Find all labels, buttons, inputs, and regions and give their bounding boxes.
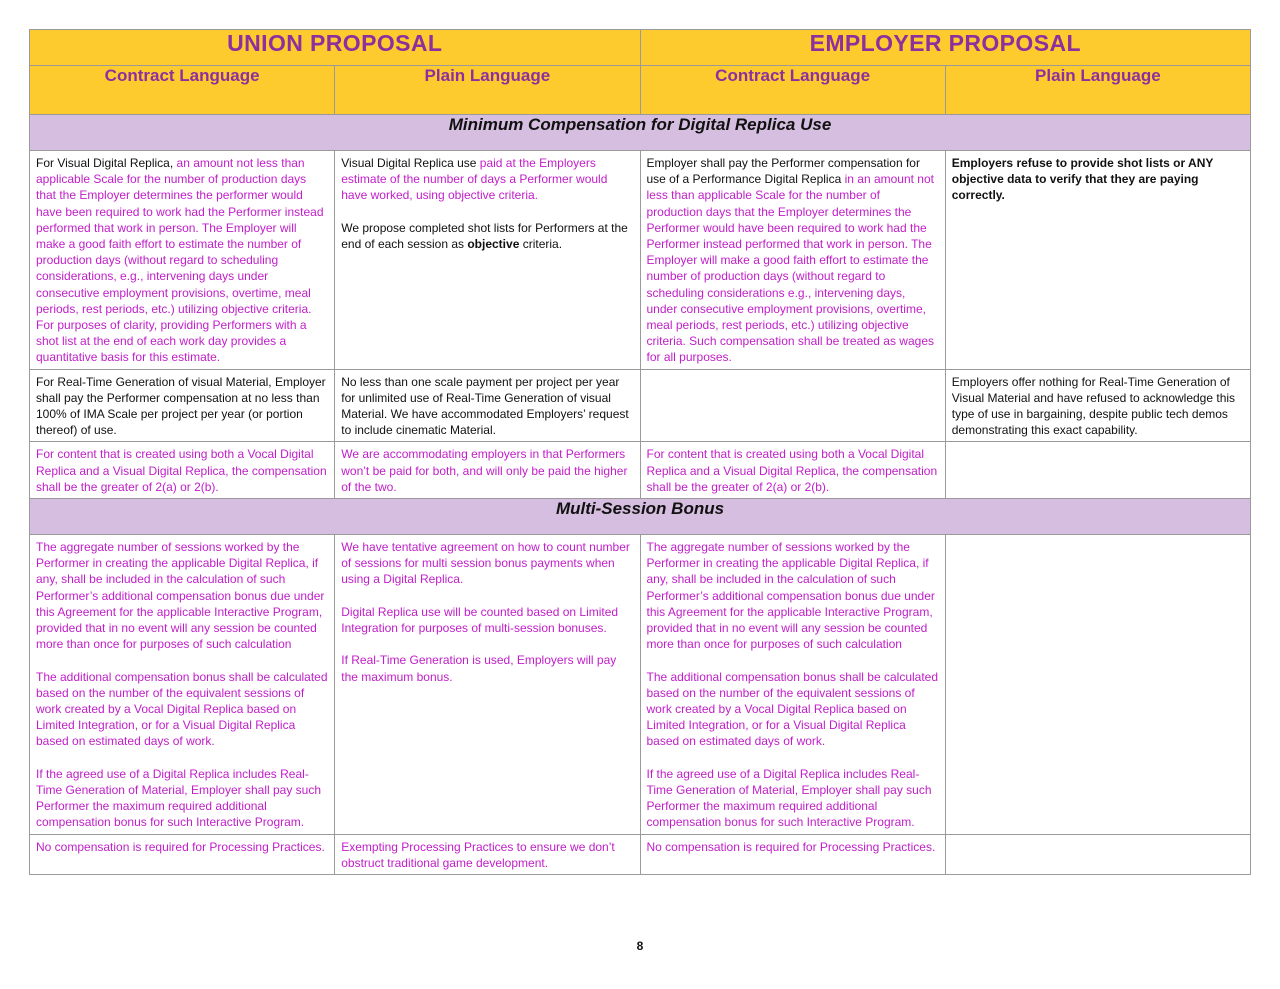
paragraph bbox=[36, 446, 328, 495]
paragraph bbox=[36, 374, 328, 439]
text-run: paid at the Employers estimate of the number of days a Performer would have worked, using objective criteria. bbox=[341, 156, 608, 203]
table-cell-union-plain-language bbox=[335, 369, 640, 442]
table-cell-union-contract-language bbox=[30, 151, 335, 370]
table-cell-employer-contract-language bbox=[640, 151, 945, 370]
proposal-header-row bbox=[30, 30, 1251, 66]
cell-text bbox=[335, 370, 639, 442]
paragraph bbox=[36, 669, 328, 750]
text-run: For content that is created using both a Vocal Digital Replica and a Visual Digital Replica, the compensation shall be the greater of 2(a) or 2(b). bbox=[36, 447, 327, 494]
cell-text bbox=[30, 835, 334, 858]
table-cell-union-contract-language bbox=[30, 442, 335, 499]
paragraph bbox=[647, 766, 939, 831]
paragraph bbox=[647, 155, 939, 366]
text-run: For content that is created using both a Vocal Digital Replica and a Visual Digital Replica, the compensation shall be the greater of 2(a) or 2(b). bbox=[646, 447, 938, 494]
section-title: Minimum Compensation for Digital Replica Use bbox=[30, 115, 1251, 151]
paragraph bbox=[36, 839, 328, 855]
column-header-row bbox=[30, 66, 1251, 115]
table-cell-union-contract-language bbox=[30, 369, 335, 442]
paragraph bbox=[952, 374, 1244, 439]
paragraph bbox=[952, 155, 1244, 204]
paragraph bbox=[647, 669, 939, 750]
cell-text bbox=[335, 442, 639, 498]
column-header-employer-plain-language: Plain Language bbox=[945, 66, 1250, 115]
cell-text bbox=[946, 835, 1250, 842]
cell-text bbox=[946, 370, 1250, 442]
table-cell-employer-plain-language bbox=[945, 535, 1250, 835]
column-header-union-contract-language: Contract Language bbox=[30, 66, 335, 115]
text-run: No compensation is required for Processing Practices. bbox=[646, 839, 936, 854]
table-row bbox=[30, 151, 1251, 370]
cell-text bbox=[30, 151, 334, 369]
text-run: For Visual Digital Replica, bbox=[36, 156, 177, 170]
table-cell-employer-plain-language bbox=[945, 442, 1250, 499]
cell-text bbox=[946, 535, 1250, 542]
paragraph bbox=[341, 220, 633, 252]
table-cell-employer-plain-language bbox=[945, 369, 1250, 442]
text-run: For Real-Time Generation of visual Material, Employer shall pay the Performer compensation at no less than 100% of IMA Scale per project per year (or portion thereof) of use. bbox=[36, 374, 326, 438]
paragraph bbox=[36, 766, 328, 831]
table-row bbox=[30, 535, 1251, 835]
table-cell-employer-contract-language bbox=[640, 834, 945, 874]
text-run: Employer shall pay the Performer compensation for use of a Performance Digital Replica bbox=[646, 156, 920, 187]
text-run: The additional compensation bonus shall be calculated based on the number of the equivalent sessions of work created by a Vocal Digital Replica based on Limited Integration, or for a Visual Digital Replica based on estimated days of work. bbox=[36, 669, 328, 749]
text-run: Visual Digital Replica use bbox=[341, 156, 480, 170]
section-title: Multi-Session Bonus bbox=[30, 499, 1251, 535]
text-run: Digital Replica use will be counted based on Limited Integration for purposes of multi-session bonuses. bbox=[341, 604, 619, 636]
table-cell-employer-contract-language bbox=[640, 442, 945, 499]
text-run: objective bbox=[467, 237, 520, 251]
text-run: If the agreed use of a Digital Replica includes Real-Time Generation of Material, Employer shall pay such Performer the maximum required additional compensation bonus for such Interactive Program. bbox=[36, 766, 322, 830]
section-header-row bbox=[30, 115, 1251, 151]
text-run: Exempting Processing Practices to ensure we don’t obstruct traditional game development. bbox=[341, 839, 615, 870]
column-header-employer-contract-language: Contract Language bbox=[640, 66, 945, 115]
table-row bbox=[30, 834, 1251, 874]
table-cell-employer-contract-language bbox=[640, 369, 945, 442]
text-run: Employers refuse to provide shot lists or ANY objective data to verify that they are paying correctly. bbox=[951, 156, 1214, 203]
union-proposal-heading: UNION PROPOSAL bbox=[30, 30, 641, 66]
cell-text bbox=[641, 370, 945, 377]
table-cell-union-plain-language bbox=[335, 442, 640, 499]
paragraph bbox=[647, 539, 939, 652]
proposal-comparison-table bbox=[29, 29, 1251, 875]
table-cell-employer-contract-language bbox=[640, 535, 945, 835]
cell-text bbox=[946, 151, 1250, 207]
text-run: If Real-Time Generation is used, Employers will pay the maximum bonus. bbox=[341, 653, 617, 684]
table-row bbox=[30, 369, 1251, 442]
paragraph bbox=[341, 374, 633, 439]
cell-text bbox=[641, 151, 945, 369]
text-run: If the agreed use of a Digital Replica includes Real-Time Generation of Material, Employer shall pay such Performer the maximum required additional compensation bonus for such Interactive Program. bbox=[646, 766, 932, 830]
table-cell-union-contract-language bbox=[30, 535, 335, 835]
cell-text bbox=[30, 370, 334, 442]
paragraph bbox=[341, 155, 633, 204]
text-run: We are accommodating employers in that Performers won’t be paid for both, and will only be paid the higher of the two. bbox=[341, 447, 628, 494]
table-cell-union-contract-language bbox=[30, 834, 335, 874]
text-run: The additional compensation bonus shall be calculated based on the number of the equivalent sessions of work created by a Vocal Digital Replica based on Limited Integration, or for a Visual Digital Replica based on estimated days of work. bbox=[646, 669, 939, 749]
text-run: We have tentative agreement on how to count number of sessions for multi session bonus payments when using a Digital Replica. bbox=[341, 540, 630, 587]
cell-text bbox=[946, 442, 1250, 449]
cell-text bbox=[30, 535, 334, 834]
text-run: The aggregate number of sessions worked by the Performer in creating the applicable Digital Replica, if any, shall be included in the calculation of such Performer’s additional compensation bonus due under this Agreement for the applicable Interactive Program, provided that in no event will any session be counted more than once for purposes of such calculation bbox=[36, 540, 325, 652]
section-header-row bbox=[30, 499, 1251, 535]
text-run: No less than one scale payment per project per year for unlimited use of Real-Time Generation of visual Material. We have accommodated Employers’ request to include cinematic Material. bbox=[341, 374, 629, 438]
cell-text bbox=[335, 151, 639, 255]
cell-text bbox=[641, 535, 945, 834]
text-run: We propose completed shot lists for Performers at the end of each session as bbox=[341, 220, 628, 251]
text-run: No compensation is required for Processing Practices. bbox=[36, 839, 325, 854]
text-run: in an amount not less than applicable Scale for the number of production days that the Employer determines the Performer would have been required to work had the Performer instead performed that work in person. The Employer will make a good faith effort to estimate the number of production days (without regard to scheduling considerations e.g., intervening days, under consecutive employment provisions, overtime, meal periods, rest periods, etc.) utilizing objective criteria. Such compensation shall be treated as wages for all purposes. bbox=[646, 172, 934, 365]
table-body bbox=[30, 30, 1251, 875]
text-run: The aggregate number of sessions worked by the Performer in creating the applicable Digital Replica, if any, shall be included in the calculation of such Performer’s additional compensation bonus due under this Agreement for the applicable Interactive Program, provided that in no event will any session be counted more than once for purposes of such calculation bbox=[646, 540, 935, 652]
paragraph bbox=[36, 539, 328, 652]
text-run: Employers offer nothing for Real-Time Generation of Visual Material and have refused to acknowledge this type of use in bargaining, despite public tech demos demonstrating this exact capability. bbox=[951, 374, 1236, 438]
cell-text bbox=[641, 835, 945, 858]
paragraph bbox=[341, 839, 633, 871]
table-cell-union-plain-language bbox=[335, 834, 640, 874]
table-cell-union-plain-language bbox=[335, 535, 640, 835]
paragraph bbox=[341, 446, 633, 495]
paragraph bbox=[647, 446, 939, 495]
cell-text bbox=[30, 442, 334, 498]
paragraph bbox=[647, 839, 939, 855]
table-cell-employer-plain-language bbox=[945, 834, 1250, 874]
cell-text bbox=[335, 835, 639, 874]
cell-text bbox=[641, 442, 945, 498]
text-run: criteria. bbox=[519, 237, 563, 251]
paragraph bbox=[36, 155, 328, 366]
column-header-union-plain-language: Plain Language bbox=[335, 66, 640, 115]
employer-proposal-heading: EMPLOYER PROPOSAL bbox=[640, 30, 1251, 66]
table-row bbox=[30, 442, 1251, 499]
table-cell-employer-plain-language bbox=[945, 151, 1250, 370]
paragraph bbox=[341, 604, 633, 636]
page-number: 8 bbox=[636, 939, 644, 953]
table-cell-union-plain-language bbox=[335, 151, 640, 370]
cell-text bbox=[335, 535, 639, 688]
text-run: an amount not less than applicable Scale for the number of production days that the Employer determines the performer would have been required to work had the Performer instead performed that work in person. The Employer will make a good faith effort to estimate the number of production days (without regard to scheduling considerations, e.g., intervening days under consecutive employment provisions, overtime, meal periods, rest periods, etc.) utilizing objective criteria. For purposes of clarity, providing Performers with a shot list at the end of each work day provides a quantitative basis for this estimate. bbox=[36, 156, 324, 365]
paragraph bbox=[341, 652, 633, 684]
paragraph bbox=[341, 539, 633, 588]
